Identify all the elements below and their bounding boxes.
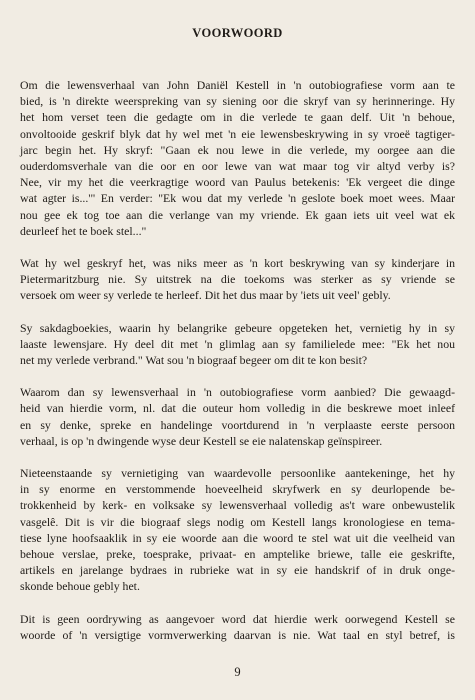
text-line: bied, is 'n direkte weerspreking van sy siening oor die skryf van sy herinneringe. Hy: [20, 94, 455, 109]
text-line: nou gee ek tog toe aan die verlange van my vriende. Ek gaan iets uit veel wat ek: [20, 207, 455, 222]
paragraph: [20, 611, 455, 643]
text-line: jarc begin het. Hy skryf: "Gaan ek nou lewe in die verlede, my oorgee aan die: [20, 142, 455, 157]
text-line: ouderdomsverhale van die oor en oor lewe van wat maar tog vir altyd verby is?: [20, 159, 455, 174]
text-line: Sy sakdagboekies, waarin hy belangrike gebeure opgeteken het, vernietig hy in sy: [20, 320, 455, 335]
text-line: tiese lyne hoofsaaklik in sy eie woorde aan die woord te stel wat uit die veelheid van: [20, 530, 455, 545]
paragraph: [20, 320, 455, 369]
text-line: woorde of 'n versigtige vormverwerking daarvan is nie. Wat taal en styl betref, is: [20, 627, 455, 642]
text-line: laaste lewensjare. Hy deel dit met 'n glimlag aan sy familielede mee: "Ek het nou: [20, 336, 455, 351]
text-line: in sy enorme en verstommende hoeveelheid skryfwerk en sy deurlopende be-: [20, 482, 455, 497]
text-line: trokkenheid by kerk- en volksake sy lewensverhaal volledig as't ware onbewustelik: [20, 498, 455, 513]
text-line: Waarom dan sy lewensverhaal in 'n outobiografiese vorm aanbied? Die gewaagd-: [20, 385, 455, 400]
text-line: Dit is geen oordrywing as aangevoer word dat hierdie werk oorwegend Kestell se: [20, 611, 455, 626]
text-line: Pietermaritzburg nie. Sy uitstrek na die toekoms was sterker as sy vriende se: [20, 272, 455, 287]
text-line: Om die lewensverhaal van John Daniël Kestell in 'n outobiografiese vorm aan te: [20, 78, 455, 92]
paragraph: [20, 465, 455, 595]
text-line: behoue verslae, preke, toesprake, privaat- en amptelike briewe, talle eie geskrifte,: [20, 547, 455, 562]
text-line: vasgelê. Dit is vir die biograaf slegs nodig om Kestell langs kronologiese en tema-: [20, 514, 455, 529]
paragraph: [20, 77, 455, 239]
text-line: heid van hierdie vorm, nl. dat die outeur hom volledig in die beskrewe moet inleef: [20, 401, 455, 416]
text-line: verhaal, is op 'n dwingende wyse deur Kestell se eie nalatenskap geïnspireer.: [20, 433, 383, 448]
page-number: 9: [234, 665, 241, 679]
page-title: VOORWOORD: [192, 26, 283, 40]
text-line: skonde behoue gebly het.: [20, 579, 140, 594]
text-line: Wat hy wel geskryf het, was niks meer as 'n kort beskrywing van sy kinderjare in: [20, 256, 455, 271]
text-line: deurleef het te boek stel...": [20, 223, 147, 238]
paragraph: [20, 384, 455, 449]
text-line: artikels en jarelange bydraes in rubrieke wat in sy eie handskrif of in druk onge-: [20, 563, 455, 578]
text-line: onvoltooide geskrif blyk dat hy wel met 'n eie lewensbeskrywing in sy vroeë tagtiger-: [20, 126, 455, 141]
text-line: Nieteenstaande sy vernietiging van waardevolle persoonlike aantekeninge, het hy: [20, 466, 455, 481]
text-line: Nee, vir my het die veerkragtige woord van Paulus betekenis: 'Ek vergeet die dinge: [20, 175, 455, 190]
body-text: [20, 77, 455, 643]
text-line: het hom verset teen die gedagte om in die verlede te gaan delf. Uit 'n behoue,: [20, 110, 455, 125]
text-line: en sy denke, spreke en handelinge voortdurend in 'n verplaaste eerste persoon: [20, 417, 455, 432]
text-line: net my verlede verbrand." Wat sou 'n biograaf begeer om dit te kon besit?: [20, 353, 368, 368]
paragraph: [20, 255, 455, 304]
text-line: versoek om weer sy verlede te herleef. Dit het dus maar by 'iets uit veel' gebly.: [20, 288, 391, 303]
text-line: wat agter is...'" En verder: "Ek wou dat my verlede 'n geslote boek moet wees. Maar: [20, 191, 455, 206]
